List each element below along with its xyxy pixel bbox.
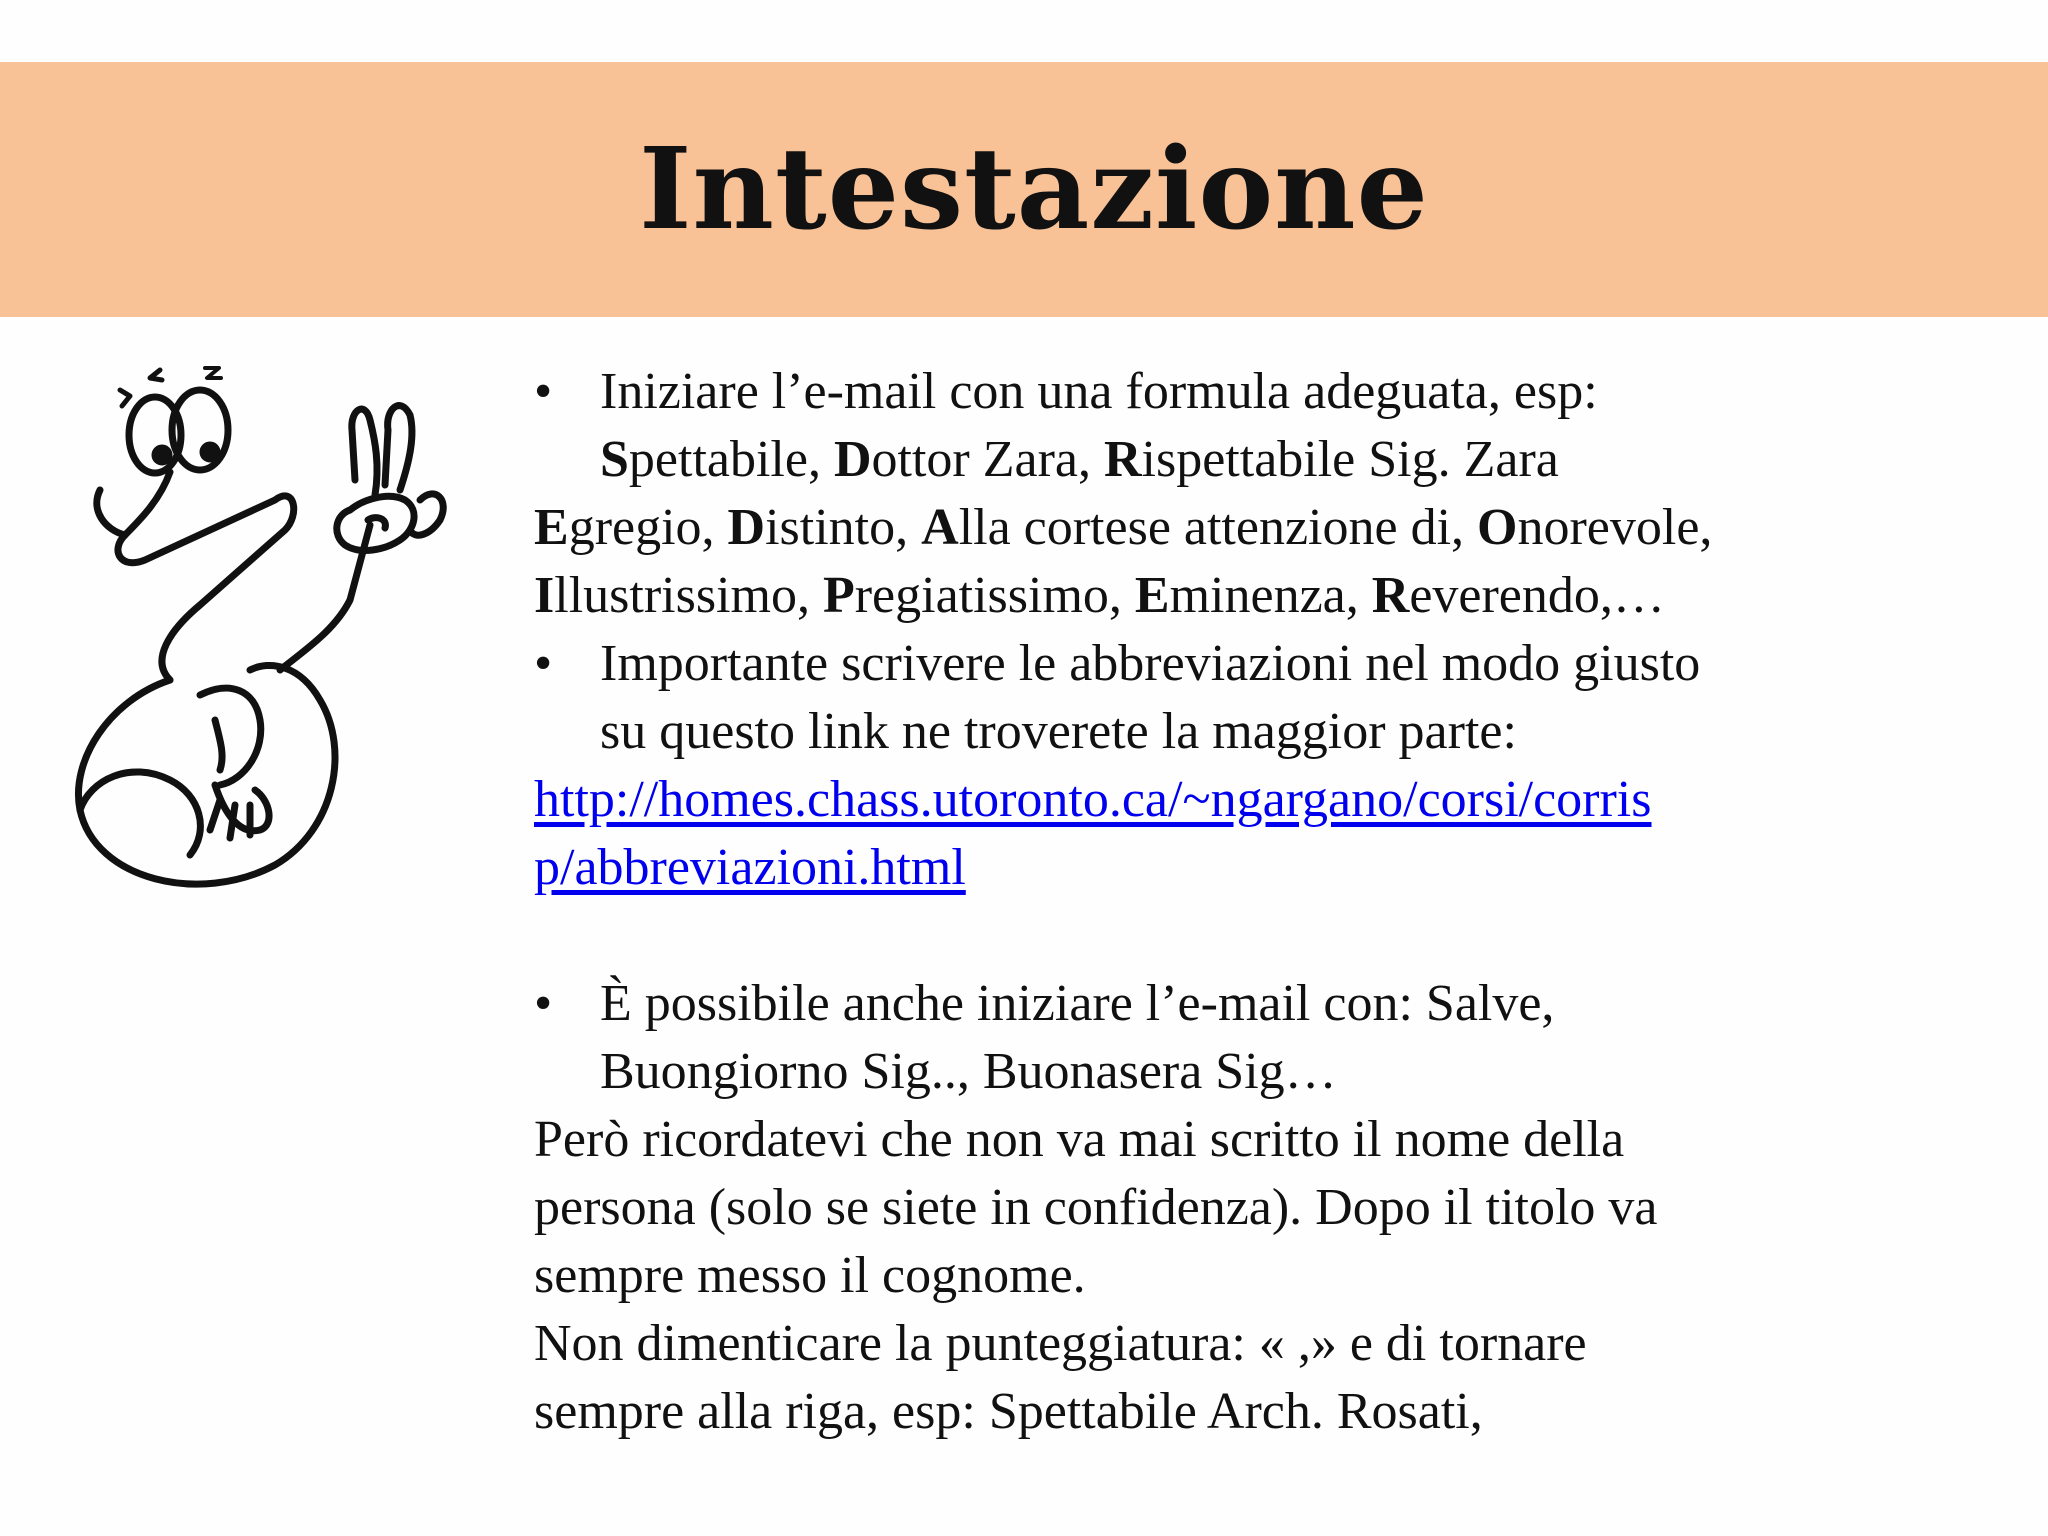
cartoon-character-icon [50,360,450,900]
salutation-line [534,562,2014,630]
salutation-text: llustrissimo, [554,567,823,624]
body-text: Non dimenticare la punteggiatura: « ,» e di tornare [534,1315,1587,1372]
salutation-text: norevole, [1517,499,1713,556]
slide-body [534,358,2014,1446]
salutation-text: gregio, [568,499,728,556]
spacer [534,902,2014,970]
salutation-line [534,426,2014,494]
salutation-text: minenza, [1169,567,1372,624]
initial-letter: O [1477,499,1518,556]
initial-letter: R [1103,431,1142,488]
initial-letter: E [1134,567,1170,624]
initial-letter: A [921,499,959,556]
salutation-text: ottor Zara, [871,431,1104,488]
body-text: persona (solo se siete in confidenza). Dopo il titolo va [534,1179,1658,1236]
link-text[interactable]: p/abbreviazioni.html [534,839,966,896]
bullet-glyph: • [534,975,553,1032]
body-text: Però ricordatevi che non va mai scritto il nome della [534,1111,1625,1168]
slide-title: Intestazione [639,124,1429,255]
salutation-text: istinto, [765,499,922,556]
bullet-glyph: • [534,635,553,692]
initial-letter: D [833,431,872,488]
salutation-text: lla cortese attenzione di, [958,499,1478,556]
initial-letter: D [727,499,766,556]
initial-letter: I [534,567,555,624]
salutation-text: ispettabile Sig. Zara [1141,431,1559,488]
body-text: sempre messo il cognome. [534,1247,1086,1304]
salutation-text: regiatissimo, [854,567,1135,624]
initial-letter: S [600,431,629,488]
body-text: È possibile anche iniziare l’e-mail con: Salve, [600,975,1555,1032]
initial-letter: P [822,567,855,624]
body-text: sempre alla riga, esp: Spettabile Arch. Rosati, [534,1383,1483,1440]
bullet-item-greetings [534,970,2014,1038]
body-text: Iniziare l’e-mail con una formula adeguata, esp: [600,363,1598,420]
link-text[interactable]: http://homes.chass.utoronto.ca/~ngargano/corsi/corris [534,771,1652,828]
body-text: Importante scrivere le abbreviazioni nel modo giusto [600,635,1701,692]
body-text: Buongiorno Sig.., Buonasera Sig… [600,1043,1337,1100]
salutation-text: pettabile, [628,431,834,488]
initial-letter: E [534,499,569,556]
bullet-item-abbreviations [534,630,2014,698]
bullet-item-formula [534,358,2014,426]
body-text: su questo link ne troverete la maggior parte: [600,703,1517,760]
bullet-glyph: • [534,363,553,420]
initial-letter: R [1371,567,1410,624]
abbreviations-link[interactable] [534,766,2014,834]
abbreviations-link[interactable] [534,834,2014,902]
salutation-line [534,494,2014,562]
salutation-text: everendo,… [1409,567,1665,624]
